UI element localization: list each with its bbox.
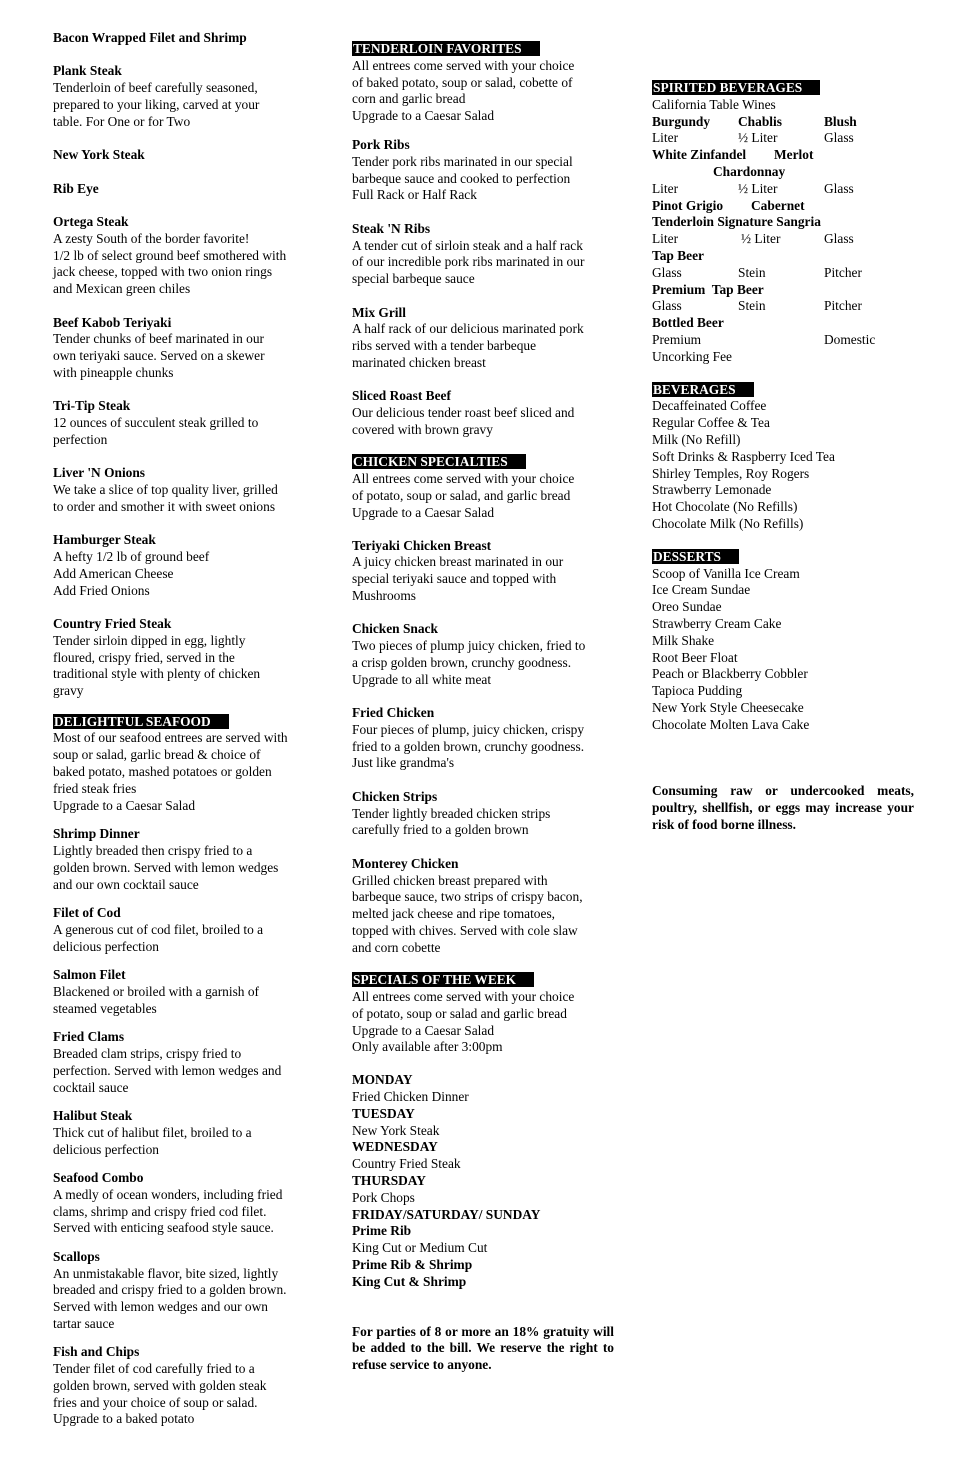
menu-item-description: traditional style with plenty of chicken xyxy=(53,666,261,682)
menu-item-description: barbeque sauce, two strips of crispy bacon, xyxy=(352,889,583,905)
sangria: Tenderloin Signature Sangria xyxy=(652,214,821,230)
bottled-types xyxy=(652,332,914,349)
menu-item-description: Tender sirloin dipped in egg, lightly xyxy=(53,632,246,648)
menu-item-description: fried to a golden brown, crunchy goodness. xyxy=(352,738,585,754)
menu-item xyxy=(352,137,614,204)
size-glass: Glass xyxy=(824,130,854,146)
dessert-item: Ice Cream Sundae xyxy=(652,582,751,598)
health-notice: Consuming raw or undercooked meats, poultry, shellfish, or eggs may increase your risk of food borne illness. xyxy=(652,783,914,833)
menu-item xyxy=(53,532,315,599)
section-intro-line: Upgrade to a Caesar Salad xyxy=(352,108,495,124)
section-intro-line: of baked potato, soup or salad, cobette of xyxy=(352,74,573,90)
menu-item-name: Liver 'N Onions xyxy=(53,465,146,481)
menu-item-description: breaded and crispy fried to a golden brown. xyxy=(53,1282,287,1298)
menu-item-description: clams, shrimp and crispy fried cod filet. xyxy=(53,1203,267,1219)
menu-item xyxy=(352,388,614,438)
menu-item-description: Lightly breaded then crispy fried to a xyxy=(53,843,253,859)
menu-item-description: marinated chicken breast xyxy=(352,354,486,370)
menu-column-3 xyxy=(652,80,914,834)
special-day: King Cut & Shrimp xyxy=(352,1273,467,1289)
special-dish: New York Steak xyxy=(352,1122,440,1138)
special-dish: Fried Chicken Dinner xyxy=(352,1088,469,1104)
section-intro-line: corn and garlic bread xyxy=(352,91,466,107)
size-glass: Glass xyxy=(824,231,854,247)
menu-item-description: Upgrade to a baked potato xyxy=(53,1411,195,1427)
menu-item xyxy=(53,147,315,164)
menu-item-description: Served with lemon wedges and our own xyxy=(53,1299,268,1315)
menu-item-description: Grilled chicken breast prepared with xyxy=(352,872,548,888)
section-intro-line: Upgrade to a Caesar Salad xyxy=(53,797,196,813)
size-half-liter: ½ Liter xyxy=(738,180,778,196)
wine-pinot-grigio: Pinot Grigio xyxy=(652,197,724,213)
menu-item-description: and Mexican green chiles xyxy=(53,281,191,297)
menu-item-name: Steak 'N Ribs xyxy=(352,220,431,236)
menu-item-name: Monterey Chicken xyxy=(352,855,459,871)
menu-item xyxy=(53,826,315,893)
section-heading-spirited: SPIRITED BEVERAGES xyxy=(652,80,820,95)
menu-item-description: delicious perfection xyxy=(53,1141,159,1157)
uncorking-fee: Uncorking Fee xyxy=(652,348,732,364)
special-day: FRIDAY/SATURDAY/ SUNDAY xyxy=(352,1206,541,1222)
tap-beer: Tap Beer xyxy=(652,247,704,263)
menu-item-description: special barbeque sauce xyxy=(352,271,475,287)
size-liter: Liter xyxy=(652,180,679,196)
menu-item xyxy=(53,1170,315,1237)
size-liter: Liter xyxy=(652,130,679,146)
special-dish: Pork Chops xyxy=(352,1189,415,1205)
menu-item xyxy=(53,63,315,130)
menu-item-description: table. For One or for Two xyxy=(53,113,191,129)
menu-item-description: delicious perfection xyxy=(53,938,159,954)
menu-item xyxy=(53,1344,315,1428)
menu-item-description: A half rack of our delicious marinated pork xyxy=(352,321,584,337)
section-intro-line: Most of our seafood entrees are served with xyxy=(53,730,288,746)
section-intro-line: soup or salad, garlic bread & choice of xyxy=(53,747,261,763)
section-intro-line: All entrees come served with your choice xyxy=(352,57,575,73)
tenderloin-heading-wrap xyxy=(352,41,614,58)
special-day: MONDAY xyxy=(352,1072,413,1088)
beverage-item: Decaffeinated Coffee xyxy=(652,398,767,414)
section-heading-chicken: CHICKEN SPECIALTIES xyxy=(352,454,526,469)
menu-item-description: A zesty South of the border favorite! xyxy=(53,230,250,246)
wine-merlot: Merlot xyxy=(774,147,814,163)
wine-blush: Blush xyxy=(824,113,857,129)
bottled-premium: Premium xyxy=(652,331,702,347)
special-dish: Country Fried Steak xyxy=(352,1156,461,1172)
menu-item-description: Upgrade to all white meat xyxy=(352,671,492,687)
size-pitcher: Pitcher xyxy=(824,264,862,280)
beverage-item: Milk (No Refill) xyxy=(652,431,741,447)
menu-item-description: We take a slice of top quality liver, grilled xyxy=(53,482,278,498)
desserts-list xyxy=(652,566,914,734)
menu-item-description: Tender filet of cod carefully fried to a xyxy=(53,1361,255,1377)
tenderloin-intro xyxy=(352,58,614,125)
menu-item-description: fries and your choice of soup or salad. xyxy=(53,1394,258,1410)
menu-item-description: A generous cut of cod filet, broiled to a xyxy=(53,922,264,937)
menu-item-description: topped with chives. Served with cole slaw xyxy=(352,923,578,939)
tenderloin-items xyxy=(352,137,614,439)
seafood-heading-wrap xyxy=(53,714,315,731)
beverage-item: Chocolate Milk (No Refills) xyxy=(652,515,804,531)
menu-column-1 xyxy=(53,30,315,1440)
seafood-items xyxy=(53,826,315,1428)
beverage-item: Shirley Temples, Roy Rogers xyxy=(652,465,810,481)
menu-item xyxy=(53,905,315,955)
menu-item-description: a crisp golden brown, crunchy goodness. xyxy=(352,654,572,670)
specials-intro xyxy=(352,989,614,1056)
beverages-heading-wrap xyxy=(652,382,914,399)
size-pitcher: Pitcher xyxy=(824,298,862,314)
menu-item-description: jack cheese, topped with two onion rings xyxy=(53,264,273,280)
sizes-row-1 xyxy=(652,130,914,147)
wine-row-1 xyxy=(652,114,914,131)
menu-item xyxy=(53,181,315,198)
menu-item-name: Shrimp Dinner xyxy=(53,826,140,842)
menu-item-description: A juicy chicken breast marinated in our xyxy=(352,554,564,570)
menu-item xyxy=(53,214,315,298)
menu-item xyxy=(53,967,315,1017)
section-intro-line: of potato, soup or salad, and garlic bread xyxy=(352,487,571,503)
menu-item-name: Teriyaki Chicken Breast xyxy=(352,537,492,553)
steak-items xyxy=(53,30,315,700)
beverage-item: Soft Drinks & Raspberry Iced Tea xyxy=(652,448,835,464)
dessert-item: Oreo Sundae xyxy=(652,599,722,615)
menu-item-description: 12 ounces of succulent steak grilled to xyxy=(53,415,259,431)
menu-item-description: An unmistakable flavor, bite sized, lightly xyxy=(53,1265,279,1281)
menu-item-description: Blackened or broiled with a garnish of xyxy=(53,983,260,999)
menu-item-name: Chicken Snack xyxy=(352,621,438,637)
specials-heading-wrap xyxy=(352,972,614,989)
menu-item-description: prepared to your liking, carved at your xyxy=(53,96,260,112)
menu-item-description: perfection. Served with lemon wedges and xyxy=(53,1062,282,1078)
menu-item xyxy=(352,221,614,288)
menu-item xyxy=(53,315,315,382)
menu-item-name: Filet of Cod xyxy=(53,905,121,921)
desserts-heading-wrap xyxy=(652,549,914,566)
menu-item-description: Two pieces of plump juicy chicken, fried to xyxy=(352,638,586,654)
wine-burgundy: Burgundy xyxy=(652,113,711,129)
size-glass: Glass xyxy=(652,298,682,314)
size-stein: Stein xyxy=(738,264,766,280)
menu-item-description: cocktail sauce xyxy=(53,1079,129,1095)
beverage-item: Strawberry Lemonade xyxy=(652,482,772,498)
special-day: WEDNESDAY xyxy=(352,1139,438,1155)
special-day: TUESDAY xyxy=(352,1105,415,1121)
wines-label: California Table Wines xyxy=(652,96,776,112)
section-intro-line: fried steak fries xyxy=(53,780,137,796)
menu-item-description: to order and smother it with sweet onions xyxy=(53,498,276,514)
menu-item-description: Tender chunks of beef marinated in our xyxy=(53,331,264,347)
menu-item-name: Rib Eye xyxy=(53,180,99,196)
menu-column-2 xyxy=(352,41,614,1374)
wine-chardonnay: Chardonnay xyxy=(713,163,786,179)
menu-item-description: Just like grandma's xyxy=(352,755,455,771)
size-liter: Liter xyxy=(652,231,679,247)
menu-item-description: gravy xyxy=(53,683,84,699)
menu-item xyxy=(352,789,614,839)
section-intro-line: Upgrade to a Caesar Salad xyxy=(352,1022,495,1038)
menu-item-description: Add Fried Onions xyxy=(53,582,150,598)
wine-white-zinfandel: White Zinfandel xyxy=(652,147,747,163)
bottled-domestic: Domestic xyxy=(824,331,876,347)
special-day: THURSDAY xyxy=(352,1172,426,1188)
menu-item-name: Sliced Roast Beef xyxy=(352,388,451,404)
menu-item xyxy=(352,856,614,957)
menu-item-name: Fried Clams xyxy=(53,1029,125,1045)
menu-item-name: Beef Kabob Teriyaki xyxy=(53,314,172,330)
menu-item-description: Tenderloin of beef carefully seasoned, xyxy=(53,80,258,96)
size-stein: Stein xyxy=(738,298,766,314)
menu-item-description: Four pieces of plump, juicy chicken, crispy xyxy=(352,721,585,737)
section-intro-line: of potato, soup or salad and garlic bread xyxy=(352,1005,567,1021)
menu-item xyxy=(352,305,614,372)
bottled-beer: Bottled Beer xyxy=(652,315,724,331)
premium-sizes xyxy=(652,298,914,315)
menu-item-description: A hefty 1/2 lb of ground beef xyxy=(53,549,210,565)
menu-item-name: Pork Ribs xyxy=(352,136,410,152)
menu-item-name: Mix Grill xyxy=(352,304,406,320)
beverages-list xyxy=(652,398,914,532)
menu-item xyxy=(53,465,315,515)
section-intro-line: Upgrade to a Caesar Salad xyxy=(352,504,495,520)
section-intro-line: Only available after 3:00pm xyxy=(352,1039,503,1055)
menu-item-name: Fish and Chips xyxy=(53,1344,140,1360)
chicken-items xyxy=(352,538,614,957)
wine-row-3 xyxy=(652,198,914,215)
size-half-liter: ½ Liter xyxy=(741,231,781,247)
menu-item xyxy=(352,538,614,605)
chicken-intro xyxy=(352,471,614,521)
menu-item-description: Served with enticing seafood style sauce. xyxy=(53,1220,274,1236)
menu-item-description: A tender cut of sirloin steak and a half rack xyxy=(352,237,583,253)
menu-item xyxy=(352,621,614,688)
dessert-item: Milk Shake xyxy=(652,632,715,648)
menu-item-description: golden brown. Served with lemon wedges xyxy=(53,860,279,876)
special-dish: King Cut or Medium Cut xyxy=(352,1240,488,1256)
menu-item xyxy=(53,1029,315,1096)
menu-item xyxy=(352,705,614,772)
menu-item xyxy=(53,30,315,47)
menu-item-description: golden brown, served with golden steak xyxy=(53,1377,267,1393)
menu-item xyxy=(53,1108,315,1158)
dessert-item: Peach or Blackberry Cobbler xyxy=(652,666,808,682)
menu-item-description: carefully fried to a golden brown xyxy=(352,822,529,838)
section-intro-line: baked potato, mashed potatoes or golden xyxy=(53,764,272,780)
dessert-item: Scoop of Vanilla Ice Cream xyxy=(652,565,800,581)
menu-item-description: tartar sauce xyxy=(53,1315,115,1331)
dessert-item: New York Style Cheesecake xyxy=(652,699,804,715)
menu-item-description: special teriyaki sauce and topped with xyxy=(352,571,557,587)
menu-item-description: covered with brown gravy xyxy=(352,421,493,437)
menu-item-description: floured, crispy fried, served in the xyxy=(53,649,235,665)
menu-item-description: Our delicious tender roast beef sliced and xyxy=(352,405,575,421)
menu-item-name: Country Fried Steak xyxy=(53,616,172,632)
menu-item-name: Halibut Steak xyxy=(53,1107,133,1123)
section-intro-line: All entrees come served with your choice xyxy=(352,989,575,1004)
menu-item-name: Hamburger Steak xyxy=(53,532,156,548)
menu-item-description: 1/2 lb of select ground beef smothered with xyxy=(53,247,287,263)
menu-item-description: melted jack cheese and ripe tomatoes, xyxy=(352,906,556,922)
menu-item-name: Seafood Combo xyxy=(53,1169,144,1185)
menu-item-description: Full Rack or Half Rack xyxy=(352,187,477,203)
beverage-item: Regular Coffee & Tea xyxy=(652,415,770,431)
premium-tap-beer: Premium Tap Beer xyxy=(652,281,764,297)
menu-item-name: Ortega Steak xyxy=(53,213,129,229)
wine-chablis: Chablis xyxy=(738,113,782,129)
size-glass: Glass xyxy=(652,264,682,280)
size-glass: Glass xyxy=(824,180,854,196)
menu-item-description: A medly of ocean wonders, including fried xyxy=(53,1186,283,1202)
menu-item-description: Add American Cheese xyxy=(53,565,174,581)
menu-item-name: New York Steak xyxy=(53,147,145,163)
menu-item-description: barbeque sauce and cooked to perfection xyxy=(352,170,571,186)
menu-item-description: and our own cocktail sauce xyxy=(53,876,199,892)
menu-item-name: Plank Steak xyxy=(53,63,122,79)
menu-item-description: ribs served with a tender barbeque xyxy=(352,338,537,354)
dessert-item: Tapioca Pudding xyxy=(652,683,743,699)
specials-days xyxy=(352,1072,614,1290)
menu-item-description: and corn cobette xyxy=(352,939,441,955)
menu-item-description: perfection xyxy=(53,431,108,447)
menu-item-description: steamed vegetables xyxy=(53,1000,157,1016)
menu-item xyxy=(53,616,315,700)
wine-cabernet: Cabernet xyxy=(751,197,805,213)
menu-item xyxy=(53,1249,315,1333)
dessert-item: Root Beer Float xyxy=(652,649,738,665)
wine-row-2 xyxy=(652,147,914,164)
chicken-heading-wrap xyxy=(352,454,614,471)
section-intro-line: All entrees come served with your choice xyxy=(352,471,575,487)
sizes-row-2 xyxy=(652,181,914,198)
beverage-item: Hot Chocolate (No Refills) xyxy=(652,499,798,515)
menu-item xyxy=(53,398,315,448)
menu-item-description: with pineapple chunks xyxy=(53,364,174,380)
menu-item-description: Mushrooms xyxy=(352,587,416,603)
size-half-liter: ½ Liter xyxy=(738,130,778,146)
section-heading-beverages: BEVERAGES xyxy=(652,382,754,397)
menu-item-name: Bacon Wrapped Filet and Shrimp xyxy=(53,30,247,45)
menu-item-name: Chicken Strips xyxy=(352,788,438,804)
menu-item-description: Tender lightly breaded chicken strips xyxy=(352,805,551,821)
menu-item-description: of our incredible pork ribs marinated in our xyxy=(352,254,585,270)
menu-item-description: Thick cut of halibut filet, broiled to a xyxy=(53,1124,252,1140)
section-heading-specials: SPECIALS OF THE WEEK xyxy=(352,972,534,987)
menu-item-description: Breaded clam strips, crispy fried to xyxy=(53,1045,242,1061)
menu-item-name: Scallops xyxy=(53,1248,100,1264)
seafood-intro xyxy=(53,730,315,814)
dessert-item: Chocolate Molten Lava Cake xyxy=(652,716,810,732)
section-heading-tenderloin: TENDERLOIN FAVORITES xyxy=(352,41,540,56)
dessert-item: Strawberry Cream Cake xyxy=(652,615,782,631)
menu-item-name: Tri-Tip Steak xyxy=(53,398,131,414)
menu-item-description: Tender pork ribs marinated in our special xyxy=(352,153,573,169)
special-day: Prime Rib xyxy=(352,1223,412,1239)
tap-sizes xyxy=(652,265,914,282)
menu-item-name: Fried Chicken xyxy=(352,705,435,721)
section-heading-seafood: DELIGHTFUL SEAFOOD xyxy=(53,714,229,729)
section-heading-desserts: DESSERTS xyxy=(652,549,739,564)
special-day: Prime Rib & Shrimp xyxy=(352,1256,473,1272)
sizes-row-3 xyxy=(652,231,914,248)
spirited-heading-wrap xyxy=(652,80,914,97)
gratuity-notice: For parties of 8 or more an 18% gratuity will be added to the bill. We reserve the right to refuse service to anyone. xyxy=(352,1323,614,1373)
menu-item-name: Salmon Filet xyxy=(53,967,126,983)
menu-item-description: own teriyaki sauce. Served on a skewer xyxy=(53,348,265,364)
